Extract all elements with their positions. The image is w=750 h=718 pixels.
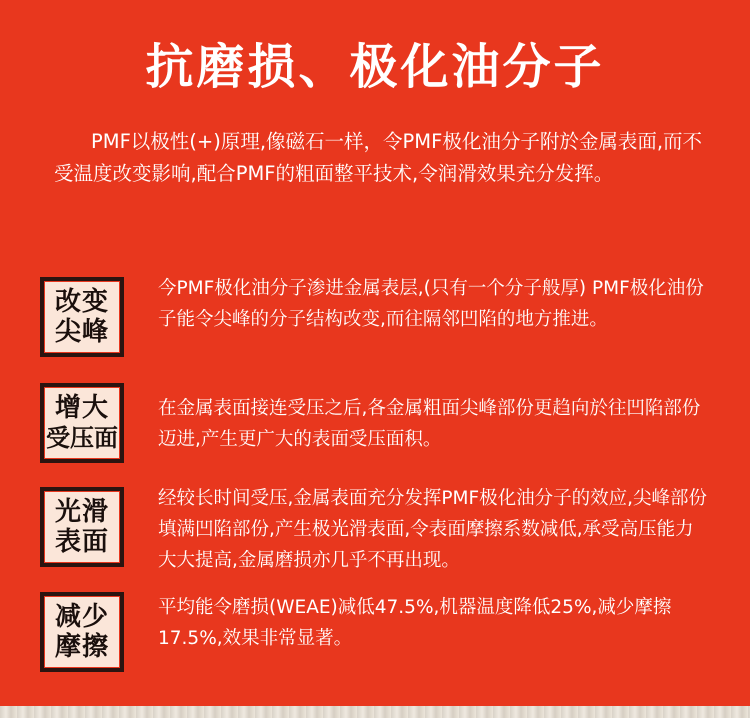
page-title: 抗磨损、极化油分子 bbox=[145, 39, 605, 95]
feature-description: 平均能令磨损(WEAE)减低47.5%,机器温度降低25%,减少摩擦17.5%,效果非常显著。 bbox=[158, 597, 672, 649]
feature-description: 今PMF极化油分子渗进金属表层,(只有一个分子般厚) PMF极化油份子能令尖峰的分子结构改变,而往隔邻凹陷的地方推进。 bbox=[158, 278, 704, 330]
feature-description: 在金属表面接连受压之后,各金属粗面尖峰部份更趋向於往凹陷部份迈进,产生更广大的表面受压面积。 bbox=[158, 398, 701, 450]
badge-panel bbox=[45, 282, 119, 352]
badge-panel bbox=[45, 597, 119, 667]
feature-badge bbox=[40, 383, 124, 463]
feature-badge bbox=[40, 487, 124, 567]
bottom-texture-strip bbox=[0, 706, 750, 718]
badge-line-2: 摩擦 bbox=[54, 632, 109, 662]
badge-line-2: 尖峰 bbox=[54, 317, 109, 347]
badge-line-2: 表面 bbox=[54, 527, 109, 557]
intro-paragraph: PMF以极性(+)原理,像磁石一样，令PMF极化油分子附於金属表面,而不受温度改变影响,配合PMF的粗面整平技术,令润滑效果充分发挥。 bbox=[54, 130, 703, 185]
badge-line-1: 增大 bbox=[54, 393, 109, 423]
badge-line-1: 减少 bbox=[54, 602, 109, 632]
badge-line-1: 改变 bbox=[54, 287, 109, 317]
badge-line-1: 光滑 bbox=[54, 497, 109, 527]
badge-line-2: 受压面 bbox=[46, 424, 118, 452]
feature-description: 经较长时间受压,金属表面充分发挥PMF极化油分子的效应,尖峰部份填满凹陷部份,产生极光滑表面,令表面摩擦系数减低,承受高压能力大大提高,金属磨损亦几乎不再出现。 bbox=[158, 488, 708, 571]
badge-panel bbox=[45, 388, 119, 458]
feature-badge bbox=[40, 592, 124, 672]
feature-badge bbox=[40, 277, 124, 357]
badge-panel bbox=[45, 492, 119, 562]
